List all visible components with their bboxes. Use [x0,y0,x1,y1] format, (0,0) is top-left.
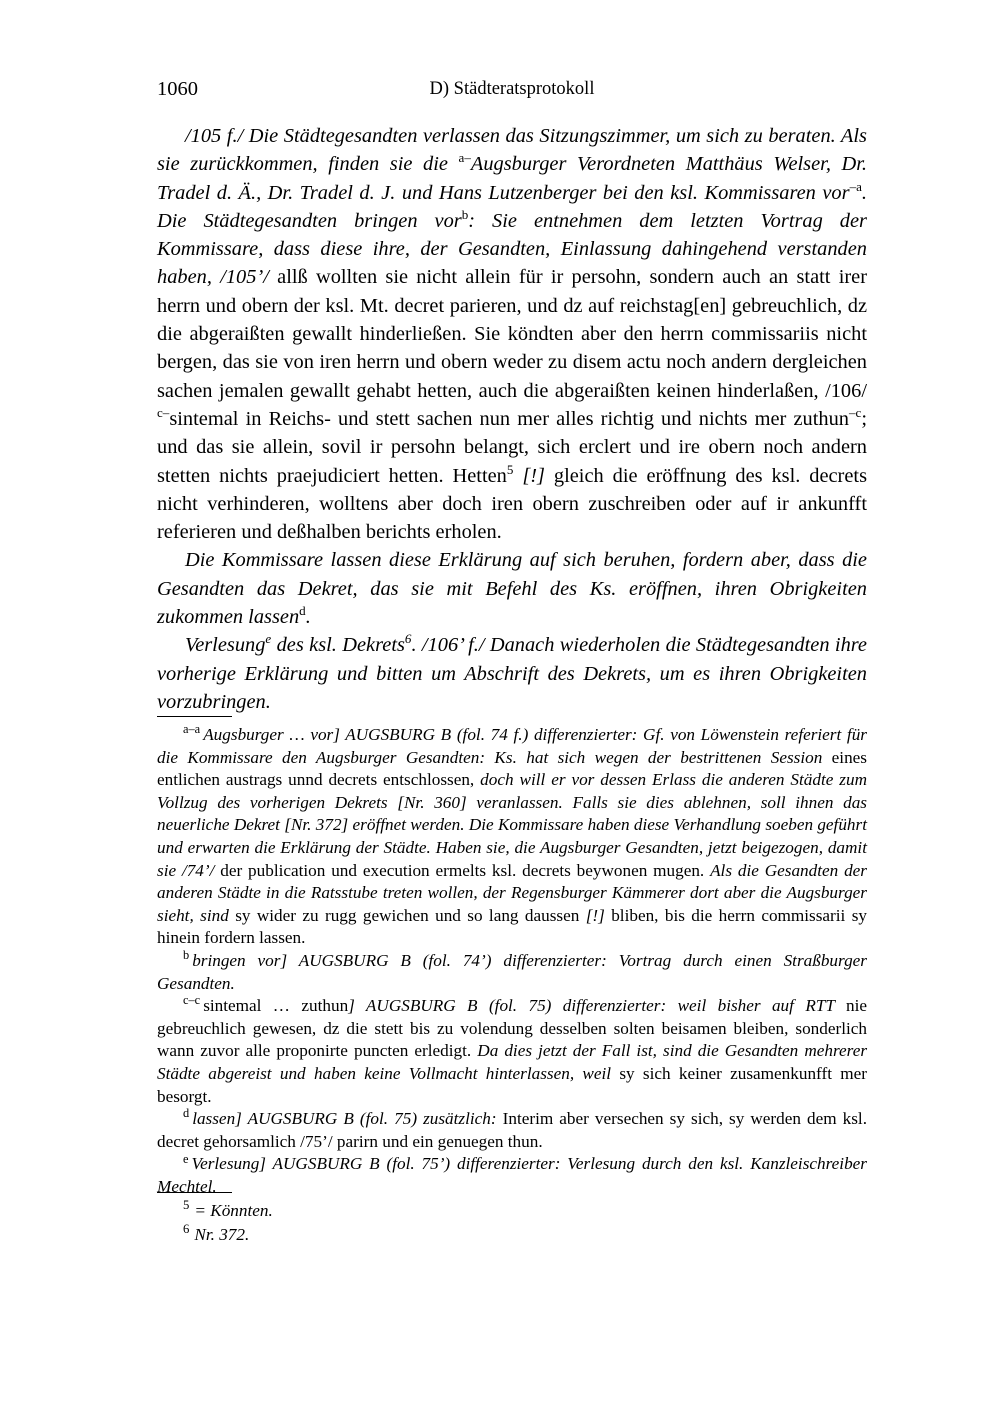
apparatus-note-mark: e [183,1151,189,1166]
p2-tail: . [305,606,311,629]
footnote-text: = Könnten. [194,1201,273,1220]
body-text [157,122,867,716]
apparatus-separator-rule [157,716,232,717]
apparatus-section [157,716,867,1198]
apparatus-note [157,1108,867,1153]
apparatus-note [157,995,867,1108]
apparatus-note-text: eines entlichen austrags unnd decrets entschlossen, [157,747,867,790]
note-ref-d: d [299,603,306,619]
page-content [157,0,867,1418]
apparatus-note-text: der publication und execution ermelts ksl. decrets beywonen mugen. [220,860,711,880]
apparatus-note [157,724,867,950]
p1-sic-marker: [!] [513,464,545,487]
footnote-number: 5 [183,1198,190,1213]
apparatus-note-list [157,724,867,1198]
p1-seg-3: . Die Städtegesandten bringen vor [157,181,867,232]
footnote-number: 6 [183,1222,190,1237]
note-ref-c-close: –c [849,405,862,421]
paragraph-2 [157,546,867,631]
apparatus-note-mark: a–a [183,722,201,737]
note-ref-c-open: c– [157,405,170,421]
apparatus-note-text: lassen] AUGSBURG B (fol. 75) zusätzlich: [192,1109,503,1129]
p2-text: Die Kommissare lassen diese Erklärung auf sich beruhen, fordern aber, dass die Gesandten das Dekret, das sie mit Befehl des Ks. eröffnen, ihren Obrigkeiten zukommen lassen [157,549,867,629]
apparatus-note-text: ] AUGSBURG B (fol. 75) differenzierter: weil bisher auf RTT [348,996,847,1016]
apparatus-note-text: nie gebreuchlich gewesen, dz die stett bis zu volendung desselben solten beisamen bleiben, sonderlich wann zuvor alle proponirte puncten erledigt. [157,996,868,1061]
footnote-separator-rule [157,1192,232,1193]
apparatus-note-text: bliben, bis die herrn commissarii sy hinein fordern lassen. [157,905,868,948]
footnote-item [157,1199,867,1223]
footnotes-section [157,1192,867,1247]
apparatus-note-text: doch will er vor dessen Erlass die anderen Städte zum Vollzug des vorherigen Dekrets [Nr. 360] veranlassen. Falls sie dies ablehnen, soll ihnen das neuerliche Dekret [Nr. 372] eröffnet werden. Die Kommissare haben diese Verhandlung soeben geführt und erwarten die Erklärung der Städte. Haben sie, die Augsburger Gesandten, jetzt beigezogen, damit sie /74’/ [157,770,867,880]
apparatus-note-text: Als die Gesandten der anderen Städte in die Ratsstube treten wollen, der Regensburger Kämmerer dort aber die Augsburger sieht, sind [157,860,867,925]
note-ref-a-close: –a [849,178,862,194]
p1-seg-7: sintemal in Reichs- und stett sachen nun mer alles richtig und nichts mer zuthun [169,407,849,430]
footnote-item [157,1223,867,1247]
p3-seg-1: Verlesung [185,634,266,657]
apparatus-note-text: sintemal … zuthun [203,996,349,1016]
p1-seg-6: allß wollten sie nicht allein für ir persohn, sondern auch an statt irer herrn und obern der ksl. Mt. decret parieren, und dz auf reichstag[en] gebreuchlich, dz die abgeraißten gewallt hinderließen. Sie köndten aber den herrn commissariis nicht bergen, das sie von iren herrn und obern weder zu disem actu noch andern dergleichen sachen jemalen gewallt gehabt hetten, auch die abgeraißten keinen hinderlaßen, /106/ [157,266,867,402]
footnote-text: Nr. 372. [194,1225,250,1244]
running-head-title: D) Städteratsprotokoll [429,79,595,99]
apparatus-note-text: sy wider zu rugg gewichen und so lang daussen [235,905,586,925]
apparatus-note-text: Augsburger … vor] AUGSBURG B (fol. 74 f.) differenzierter: Gf. von Löwenstein referiert für die Kommissare den Augsburger Gesandten: Ks. hat sich wegen der bestrittenen Session [157,725,867,767]
p1-seg-1: /105 f./ Die Städtegesandten verlassen das Sitzungszimmer, um sich zu beraten. Als sie zurückkommen, finden sie die [157,125,867,176]
p1-seg-2: Augsburger Verordneten Matthäus Welser, Dr. Tradel d. Ä., Dr. Tradel d. J. und Hans Lutzenberger bei den ksl. Kommissaren vor [157,153,868,204]
note-ref-e: e [265,631,272,647]
note-ref-a-open: a– [458,150,471,166]
note-ref-b: b [461,207,469,223]
p1-seg-8: ; und das sie allein, sovil ir persohn belangt, sich erclert und ire obern noch andern stetten nichts praejudiciert hetten. Hetten [157,407,867,487]
p1-seg-4: : Sie entnehmen dem letzten Vortrag der Kommissare, dass diese ihre, der Gesandten, Einlassung dahingehend verstanden haben, [157,209,867,289]
p3-seg-3: . /106’ f./ Danach wiederholen die Städtegesandten ihre vorherige Erklärung und bitten um Abschrift des Dekrets, um es ihren Obrigkeiten vorzubringen. [157,634,867,713]
apparatus-note-mark: c–c [183,993,201,1008]
paragraph-3 [157,631,867,716]
footnote-ref-6: 6 [404,631,412,647]
apparatus-note-mark: b [183,948,190,963]
running-head [157,76,867,102]
apparatus-note [157,950,867,995]
paragraph-1 [157,122,867,546]
page-number: 1060 [157,78,198,100]
apparatus-note-text: bringen vor] AUGSBURG B (fol. 74’) differenzierter: Vortrag durch einen Straßburger Gesandten. [157,950,867,993]
apparatus-note-text: [!] [585,905,605,925]
apparatus-note-text: Da dies jetzt der Fall ist, sind die Gesandten mehrerer Städte abgereist und haben keine Vollmacht hinterlassen, weil [157,1041,868,1083]
footnote-list [157,1199,867,1247]
apparatus-note-text: sy sich keiner zusamenkunfft mer besorgt. [157,1063,867,1106]
p1-folio-marker-105v: /105’/ [220,266,269,289]
apparatus-note-text: Verlesung] AUGSBURG B (fol. 75’) differenzierter: Verlesung durch den ksl. Kanzleischreiber Mechtel. [157,1154,867,1196]
footnote-ref-5: 5 [506,461,514,477]
p1-seg-10: gleich die eröffnung des ksl. decrets nicht verhinderen, wolltens aber doch iren obern zuschreiben oder auf ir ankunfft referieren und deßhalben berichts erholen. [157,464,868,544]
apparatus-note-mark: d [183,1106,190,1121]
p3-seg-2: des ksl. Dekrets [271,634,405,657]
apparatus-note-text: Interim aber versechen sy sich, sy werden dem ksl. decret gehorsamlich /75’/ parirn und ein genuegen thun. [157,1109,868,1151]
